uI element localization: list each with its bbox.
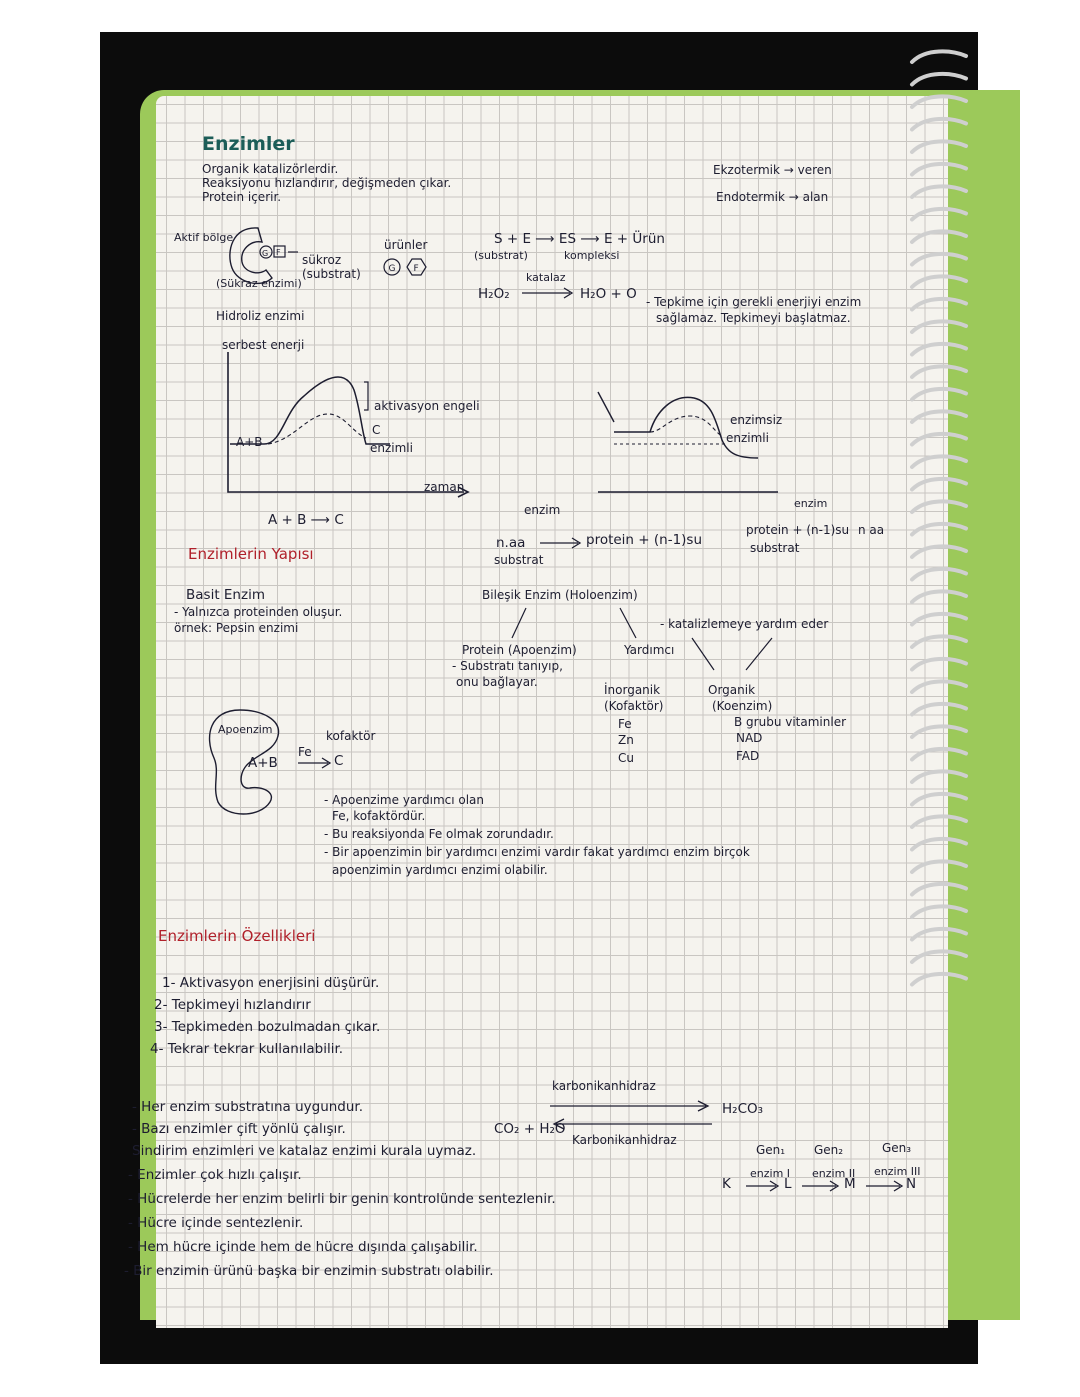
structure-heading: Enzimlerin Yapısı — [188, 545, 314, 563]
carbonic-anhydrase-forward: karbonikanhidraz — [552, 1079, 656, 1093]
sucrase-label: (Sükraz enzimi) — [216, 277, 302, 290]
spiral-coil — [912, 546, 966, 557]
in-glucose: G — [262, 249, 269, 258]
bottom-line-4: - Enzimler çok hızlı çalışır. — [128, 1167, 302, 1183]
apo-fig-c: C — [334, 753, 344, 769]
protein-eq-right: protein + (n-1)su — [586, 532, 703, 548]
chain-l: L — [784, 1176, 792, 1192]
es-complex-equation: S + E ⟶ ES ⟶ E + Ürün — [494, 231, 665, 247]
chain-k: K — [722, 1176, 731, 1192]
apo-fig-arrow — [296, 756, 336, 770]
apoenzyme-fig-label: Apoenzim — [218, 723, 273, 736]
page-title: Enzimler — [202, 133, 295, 155]
products-label: ürünler — [384, 238, 428, 252]
sucrose-label: sükroz — [302, 253, 342, 267]
product-glucose: G — [388, 264, 396, 274]
graph1-ylabel: serbest enerji — [222, 338, 305, 352]
apo-fig-fe: Fe — [298, 745, 312, 759]
carbonic-anhydrase-reverse: Karbonikanhidraz — [572, 1133, 677, 1147]
spiral-coil — [912, 816, 966, 827]
graph1-product: C — [372, 423, 381, 437]
spiral-coil — [912, 726, 966, 737]
spiral-coil — [912, 299, 966, 310]
product-fructose: F — [413, 264, 419, 274]
inorganic-sub: (Kofaktör) — [604, 699, 664, 713]
endothermic-note: Endotermik → alan — [716, 190, 829, 204]
property-1: 1- Aktivasyon enerjisini düşürür. — [162, 975, 380, 991]
spiral-coil — [912, 411, 966, 422]
spiral-coil — [912, 614, 966, 625]
co2-h2o: CO₂ + H₂O — [494, 1121, 566, 1137]
activation-barrier: aktivasyon engeli — [374, 399, 480, 413]
protein-eq-arrow — [538, 536, 584, 550]
in-fructose: F — [276, 248, 281, 257]
spiral-coil — [912, 861, 966, 872]
reaction-ab-c: A + B ⟶ C — [268, 512, 344, 528]
energy-note-2: sağlamaz. Tepkimeyi başlatmaz. — [656, 311, 851, 325]
property-3: 3- Tepkimeden bozulmadan çıkar. — [154, 1019, 381, 1035]
compound-enzyme: Bileşik Enzim (Holoenzim) — [482, 588, 638, 602]
bottom-line-5: - Hücrelerde her enzim belirli bir genin kontrolünde sentezlenir. — [128, 1191, 556, 1207]
spiral-coil — [912, 974, 966, 985]
gene-1: Gen₁ — [756, 1143, 786, 1157]
apoenzyme-line-2: onu bağlayar. — [456, 675, 538, 689]
gene-2: Gen₂ — [814, 1143, 844, 1157]
spiral-coil — [912, 366, 966, 377]
protein-eq-enzyme-2: enzim — [794, 497, 828, 510]
spiral-coil — [912, 704, 966, 715]
spiral-coil — [912, 636, 966, 647]
catalase-label: katalaz — [526, 271, 566, 284]
apo-fig-ab: A+B — [248, 755, 278, 771]
es-complex-note: kompleksi — [564, 249, 620, 262]
apo-note-2: Fe, kofaktördür. — [332, 809, 426, 823]
spiral-coil — [912, 456, 966, 467]
spiral-coil — [912, 569, 966, 580]
reversible-arrows — [546, 1098, 716, 1132]
inorganic-zn: Zn — [618, 733, 634, 747]
energy-note-1: - Tepkime için gerekli enerjiyi enzim — [646, 295, 862, 309]
apoenzyme-line-1: - Substratı tanıyıp, — [452, 659, 563, 673]
spiral-coil — [912, 681, 966, 692]
spiral-coil — [912, 186, 966, 197]
enzyme-2: enzim II — [812, 1167, 856, 1180]
spiral-coil — [912, 524, 966, 535]
spiral-coil — [912, 434, 966, 445]
bottom-line-3: Sindirim enzimleri ve katalaz enzimi kurala uymaz. — [132, 1143, 477, 1159]
spiral-coil — [912, 231, 966, 242]
protein-eq-left: n.aa — [496, 535, 526, 551]
property-4: 4- Tekrar tekrar kullanılabilir. — [150, 1041, 344, 1057]
enzyme-1: enzim I — [750, 1167, 791, 1180]
products-glucose-fructose — [382, 256, 432, 278]
apo-note-3: - Bu reaksiyonda Fe olmak zorundadır. — [324, 827, 554, 841]
protein-eq-left-2: protein + (n-1)su — [746, 523, 850, 537]
es-substrate-note: (substrat) — [474, 249, 528, 262]
organic-sub: (Koenzim) — [712, 699, 773, 713]
spiral-coil — [912, 659, 966, 670]
spiral-coil — [912, 276, 966, 287]
hydrolysis-label: Hidroliz enzimi — [216, 309, 305, 323]
spiral-coil — [912, 74, 966, 85]
b-vitamins: B grubu vitaminler — [734, 715, 847, 729]
graph1-enzymed: enzimli — [370, 441, 413, 455]
inorganic-fe: Fe — [618, 717, 632, 731]
h2co3: H₂CO₃ — [722, 1101, 764, 1117]
spiral-coil — [912, 591, 966, 602]
inorganic-label: İnorganik — [604, 683, 661, 697]
apo-note-4: - Bir apoenzimin bir yardımcı enzimi vardır fakat yardımcı enzim birçok — [324, 845, 750, 859]
graph2-with-enzyme: enzimli — [726, 431, 769, 445]
spiral-coil — [912, 501, 966, 512]
organic-label: Organik — [708, 683, 756, 697]
gene-3: Gen₃ — [882, 1141, 912, 1155]
spiral-coil — [912, 96, 966, 107]
simple-enzyme-line-1: - Yalnızca proteinden oluşur. — [174, 605, 343, 619]
catalase-left: H₂O₂ — [478, 286, 510, 302]
spiral-coil — [912, 344, 966, 355]
spiral-coil — [912, 164, 966, 175]
protein-eq-right-2: n aa — [858, 523, 885, 537]
spiral-coil — [912, 51, 966, 62]
bottom-line-6: - Hücre içinde sentezlenir. — [128, 1215, 304, 1231]
apo-note-5: apoenzimin yardımcı enzimi olabilir. — [332, 863, 548, 877]
graph2-without-enzyme: enzimsiz — [730, 413, 783, 427]
graph1-xlabel: zaman — [424, 480, 465, 494]
substrate-note: (substrat) — [302, 267, 361, 281]
inorganic-cu: Cu — [618, 751, 634, 765]
coenzyme-nad: NAD — [736, 731, 763, 745]
chain-m: M — [844, 1176, 856, 1192]
spiral-coil — [912, 771, 966, 782]
spiral-coil — [912, 839, 966, 850]
chain-n: N — [906, 1176, 917, 1192]
spiral-coil — [912, 479, 966, 490]
protein-eq-enzyme-1: enzim — [524, 503, 561, 517]
helper-label: Yardımcı — [624, 643, 675, 657]
spiral-coil — [912, 884, 966, 895]
bottom-line-1: - Her enzim substratına uygundur. — [132, 1099, 364, 1115]
spiral-coil — [912, 141, 966, 152]
apo-fig-cofactor: kofaktör — [326, 729, 376, 743]
enzyme-3: enzim III — [874, 1165, 921, 1178]
bottom-line-7: - Hem hücre içinde hem de hücre dışında çalışabilir. — [128, 1239, 478, 1255]
active-site-label: Aktif bölge — [174, 231, 234, 244]
apo-note-1: - Apoenzime yardımcı olan — [324, 793, 485, 807]
intro-line-3: Protein içerir. — [202, 190, 282, 204]
spiral-coil — [912, 906, 966, 917]
catalase-arrow — [520, 286, 576, 300]
spiral-binding — [906, 40, 978, 1040]
property-2: 2- Tepkimeyi hızlandırır — [154, 997, 311, 1013]
protein-eq-substrate-1: substrat — [494, 553, 544, 567]
bottom-line-2: - Bazı enzimler çift yönlü çalışır. — [132, 1121, 346, 1137]
intro-line-1: Organik katalizörlerdir. — [202, 162, 339, 176]
helper-note: - katalizlemeye yardım eder — [660, 617, 829, 631]
spiral-coil — [912, 209, 966, 220]
enzyme-chain-arrows — [732, 1176, 932, 1196]
notebook-page — [124, 96, 948, 1328]
apoenzyme-label: Protein (Apoenzim) — [462, 643, 577, 657]
spiral-coil — [912, 119, 966, 130]
graph1-reactant: A+B — [236, 435, 263, 449]
coenzyme-fad: FAD — [736, 749, 760, 763]
energy-graph-2 — [598, 392, 798, 502]
notebook-photo — [100, 32, 978, 1364]
spiral-coil — [912, 929, 966, 940]
simple-enzyme-line-2: örnek: Pepsin enzimi — [174, 621, 299, 635]
protein-eq-substrate-2: substrat — [750, 541, 800, 555]
spiral-coil — [912, 321, 966, 332]
spiral-coil — [912, 794, 966, 805]
bottom-line-8: - Bir enzimin ürünü başka bir enzimin substratı olabilir. — [124, 1263, 494, 1279]
spiral-coil — [912, 749, 966, 760]
simple-enzyme-title: Basit Enzim — [186, 587, 265, 603]
spiral-coil — [912, 254, 966, 265]
exothermic-note: Ekzotermik → veren — [713, 163, 832, 177]
spiral-coil — [912, 389, 966, 400]
intro-line-2: Reaksiyonu hızlandırır, değişmeden çıkar. — [202, 176, 452, 190]
spiral-coil — [912, 951, 966, 962]
catalase-right: H₂O + O — [580, 286, 637, 302]
properties-heading: Enzimlerin Özellikleri — [158, 927, 316, 945]
